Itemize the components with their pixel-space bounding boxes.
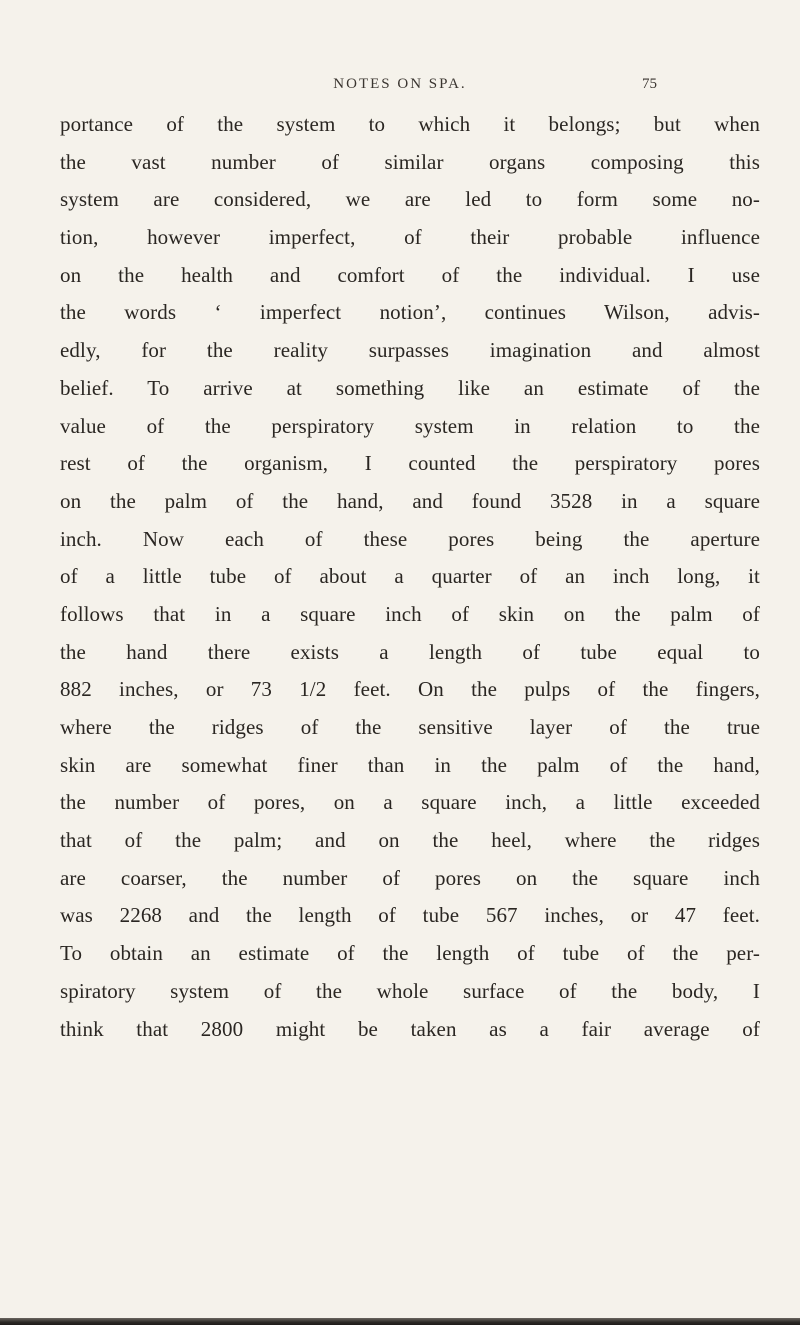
text-line: tion, however imperfect, of their probable influence <box>60 225 760 250</box>
text-line: the hand there exists a length of tube equal to <box>60 639 760 664</box>
text-line: the number of pores, on a square inch, a little exceeded <box>60 790 760 815</box>
text-line: the words ‘ imperfect notion’, continues Wilson, advis- <box>60 300 760 325</box>
text-line: belief. To arrive at something like an estimate of the <box>60 375 760 400</box>
text-line: 882 inches, or 73 1/2 feet. On the pulps of the fingers, <box>60 677 760 702</box>
text-line: edly, for the reality surpasses imagination and almost <box>60 338 760 363</box>
text-line: that of the palm; and on the heel, where the ridges <box>60 828 760 853</box>
text-line: portance of the system to which it belongs; but when <box>60 112 760 136</box>
text-line: on the palm of the hand, and found 3528 in a square <box>60 488 760 513</box>
text-line: value of the perspiratory system in relation to the <box>60 413 760 438</box>
text-line: To obtain an estimate of the length of tube of the per- <box>60 941 760 966</box>
body-text <box>60 106 760 1048</box>
text-line: spiratory system of the whole surface of the body, I <box>60 978 760 1003</box>
text-line: system are considered, we are led to form some no- <box>60 187 760 212</box>
text-line: of a little tube of about a quarter of an inch long, it <box>60 564 760 589</box>
page-number: 75 <box>642 76 657 92</box>
text-line: skin are somewhat finer than in the palm of the hand, <box>60 752 760 777</box>
text-line: inch. Now each of these pores being the aperture <box>60 526 760 551</box>
text-line: on the health and comfort of the individual. I use <box>60 262 760 287</box>
running-title: NOTES ON SPA. <box>333 76 467 92</box>
text-line: the vast number of similar organs composing this <box>60 149 760 174</box>
text-line: where the ridges of the sensitive layer of the true <box>60 715 760 739</box>
text-line: are coarser, the number of pores on the square inch <box>60 865 760 890</box>
text-line: rest of the organism, I counted the perspiratory pores <box>60 451 760 476</box>
text-line: was 2268 and the length of tube 567 inches, or 47 feet. <box>60 903 760 928</box>
running-head <box>0 76 800 100</box>
text-line: follows that in a square inch of skin on the palm of <box>60 601 760 626</box>
scan-edge-divider <box>0 1318 800 1325</box>
text-line: think that 2800 might be taken as a fair average of <box>60 1016 760 1041</box>
